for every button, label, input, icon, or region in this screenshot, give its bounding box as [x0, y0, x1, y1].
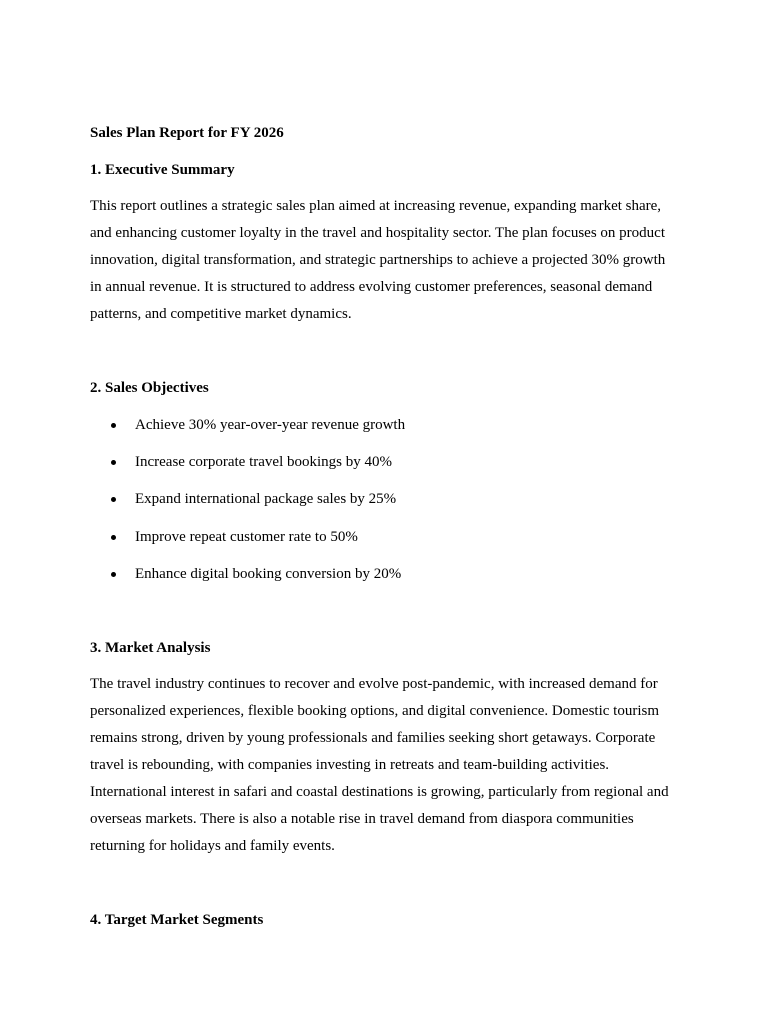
list-item-text: Increase corporate travel bookings by 40% [135, 454, 392, 470]
bullet-icon [111, 460, 116, 465]
section-heading-market-analysis: 3. Market Analysis [90, 640, 211, 656]
bullet-icon [111, 423, 116, 428]
list-item-text: Improve repeat customer rate to 50% [135, 529, 358, 545]
bullet-icon [111, 572, 116, 577]
market-analysis-paragraph: The travel industry continues to recover and evolve post-pandemic, with increased demand for personalized experiences, flexible booking options, and digital convenience. Domestic tourism remains strong, driven by young professionals and families seeking short getaways. Corporate travel is rebounding, with companies investing in retreats and team-building activities. International interest in safari and coastal destinations is growing, particularly from regional and overseas markets. There is also a notable rise in travel demand from diaspora communities returning for holidays and family events. [90, 676, 669, 854]
executive-summary-paragraph: This report outlines a strategic sales plan aimed at increasing revenue, expanding market share, and enhancing customer loyalty in the travel and hospitality sector. The plan focuses on product innovation, digital transformation, and strategic partnerships to achieve a projected 30% growth in annual revenue. It is structured to address evolving customer preferences, seasonal demand patterns, and competitive market dynamics. [90, 198, 666, 322]
document-title: Sales Plan Report for FY 2026 [90, 125, 284, 141]
bullet-icon [111, 497, 116, 502]
bullet-icon [111, 535, 116, 540]
list-item-text: Enhance digital booking conversion by 20% [135, 566, 402, 582]
list-item-text: Achieve 30% year-over-year revenue growth [135, 417, 406, 433]
section-heading-executive-summary: 1. Executive Summary [90, 162, 235, 178]
section-heading-target-market-segments: 4. Target Market Segments [90, 912, 264, 928]
section-heading-sales-objectives: 2. Sales Objectives [90, 380, 209, 396]
list-item-text: Expand international package sales by 25% [135, 491, 397, 507]
